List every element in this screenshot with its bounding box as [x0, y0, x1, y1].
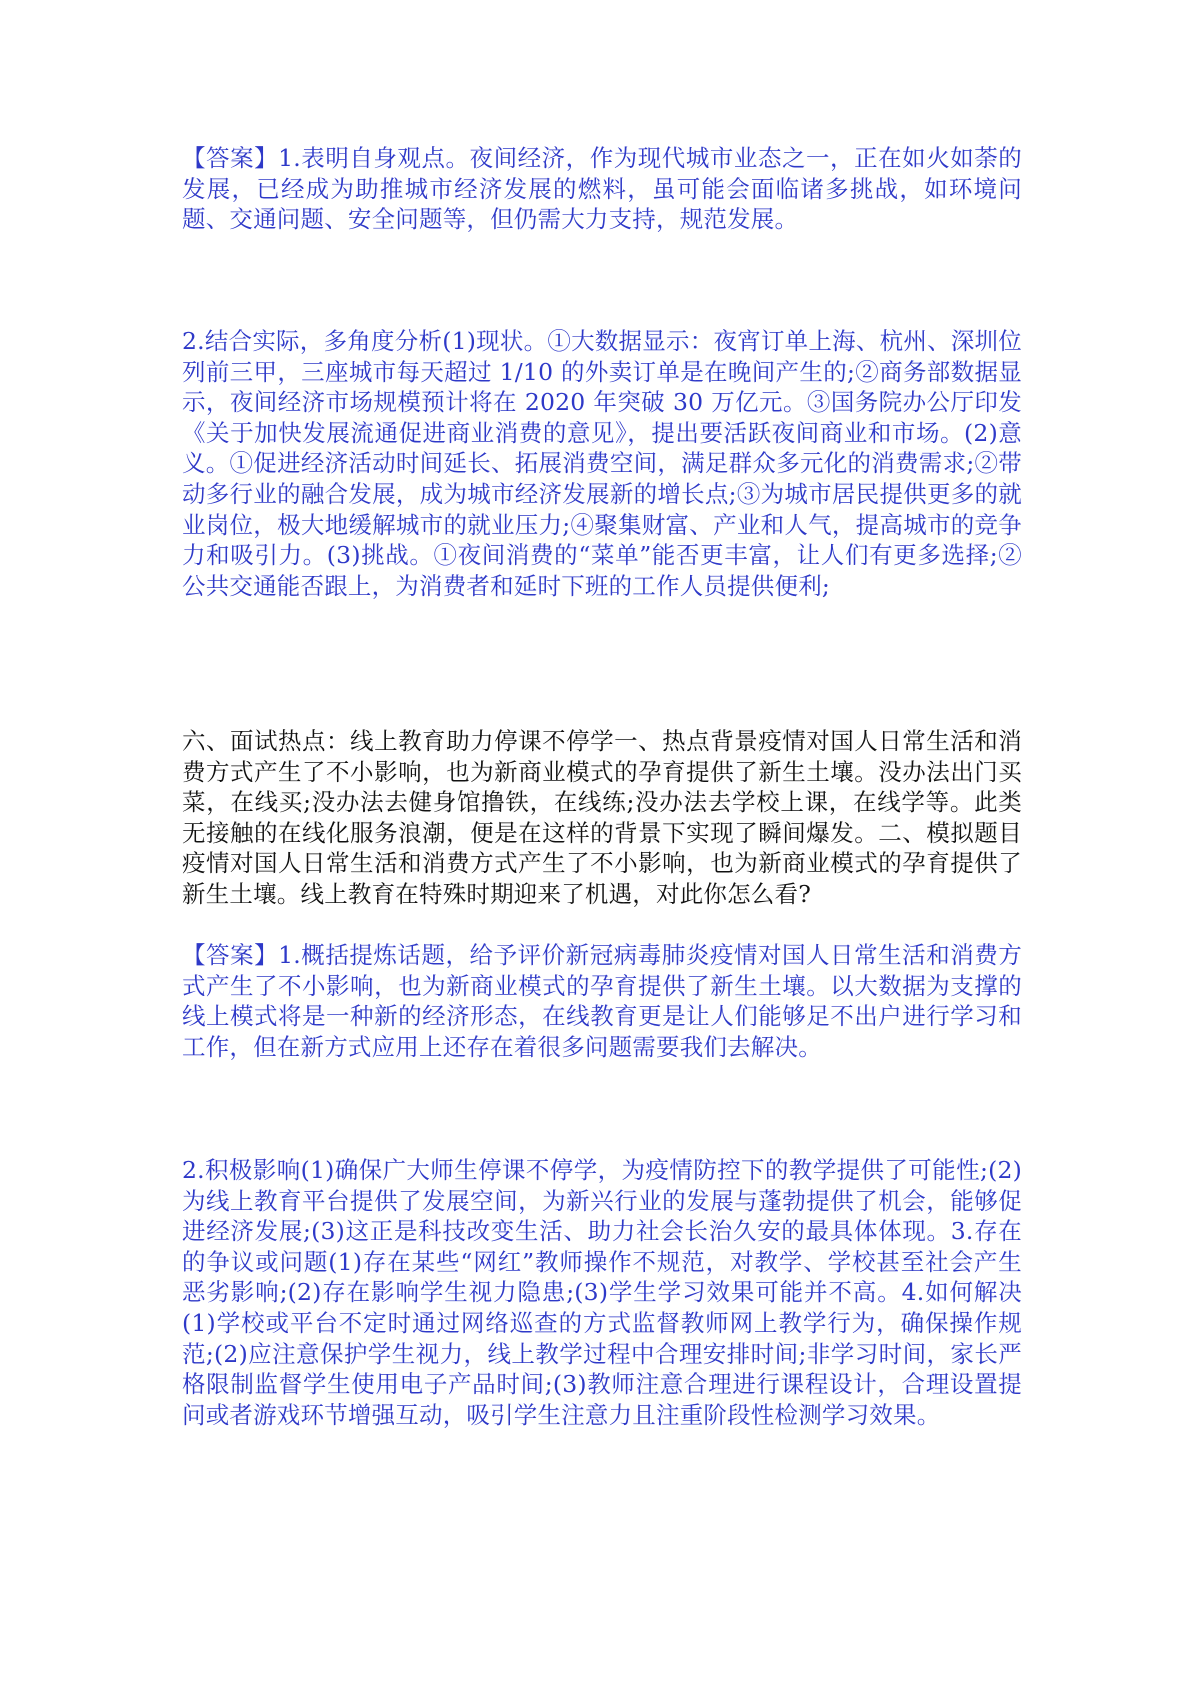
- answer-paragraph-analysis: 2.结合实际，多角度分析(1)现状。①大数据显示：夜宵订单上海、杭州、深圳位列前三甲，三座城市每天超过 1/10 的外卖订单是在晚间产生的;②商务部数据显示，夜间经济市场规模预计将在 2020 年突破 30 万亿元。③国务院办公厅印发《关于加快发展流通促进商业消费的意见》，提出要活跃夜间商业和市场。(2)意义。①促进经济活动时间延长、拓展消费空间，满足群众多元化的消费需求;②带动多行业的融合发展，成为城市经济发展新的增长点;③为城市居民提供更多的就业岗位，极大地缓解城市的就业压力;④聚集财富、产业和人气，提高城市的竞争力和吸引力。(3)挑战。①夜间消费的“菜单”能否更丰富，让人们有更多选择;②公共交通能否跟上，为消费者和延时下班的工作人员提供便利;: [182, 327, 1022, 600]
- answer-paragraph-viewpoint: 【答案】1.表明自身观点。夜间经济，作为现代城市业态之一，正在如火如荼的发展，已经成为助推城市经济发展的燃料，虽可能会面临诸多挑战，如环境问题、交通问题、安全问题等，但仍需大力支持，规范发展。: [182, 144, 1022, 234]
- answer-paragraph-impacts: 2.积极影响(1)确保广大师生停课不停学，为疫情防控下的教学提供了可能性;(2)为线上教育平台提供了发展空间，为新兴行业的发展与蓬勃提供了机会，能够促进经济发展;(3)这正是科技改变生活、助力社会长治久安的最具体体现。3.存在的争议或问题(1)存在某些“网红”教师操作不规范，对教学、学校甚至社会产生恶劣影响;(2)存在影响学生视力隐患;(3)学生学习效果可能并不高。4.如何解决(1)学校或平台不定时通过网络巡查的方式监督教师网上教学行为，确保操作规范;(2)应注意保护学生视力，线上教学过程中合理安排时间;非学习时间，家长严格限制监督学生使用电子产品时间;(3)教师注意合理进行课程设计，合理设置提问或者游戏环节增强互动，吸引学生注意力且注重阶段性检测学习效果。: [182, 1156, 1022, 1429]
- answer-paragraph-summary: 【答案】1.概括提炼话题，给予评价新冠病毒肺炎疫情对国人日常生活和消费方式产生了不小影响，也为新商业模式的孕育提供了新生土壤。以大数据为支撑的线上模式将是一种新的经济形态，在线教育更是让人们能够足不出户进行学习和工作，但在新方式应用上还存在着很多问题需要我们去解决。: [182, 941, 1022, 1061]
- question-paragraph-online-education: 六、面试热点：线上教育助力停课不停学一、热点背景疫情对国人日常生活和消费方式产生了不小影响，也为新商业模式的孕育提供了新生土壤。没办法出门买菜，在线买;没办法去健身馆撸铁，在线练;没办法去学校上课，在线学等。此类无接触的在线化服务浪潮，便是在这样的背景下实现了瞬间爆发。二、模拟题目疫情对国人日常生活和消费方式产生了不小影响，也为新商业模式的孕育提供了新生土壤。线上教育在特殊时期迎来了机遇，对此你怎么看?: [182, 727, 1022, 908]
